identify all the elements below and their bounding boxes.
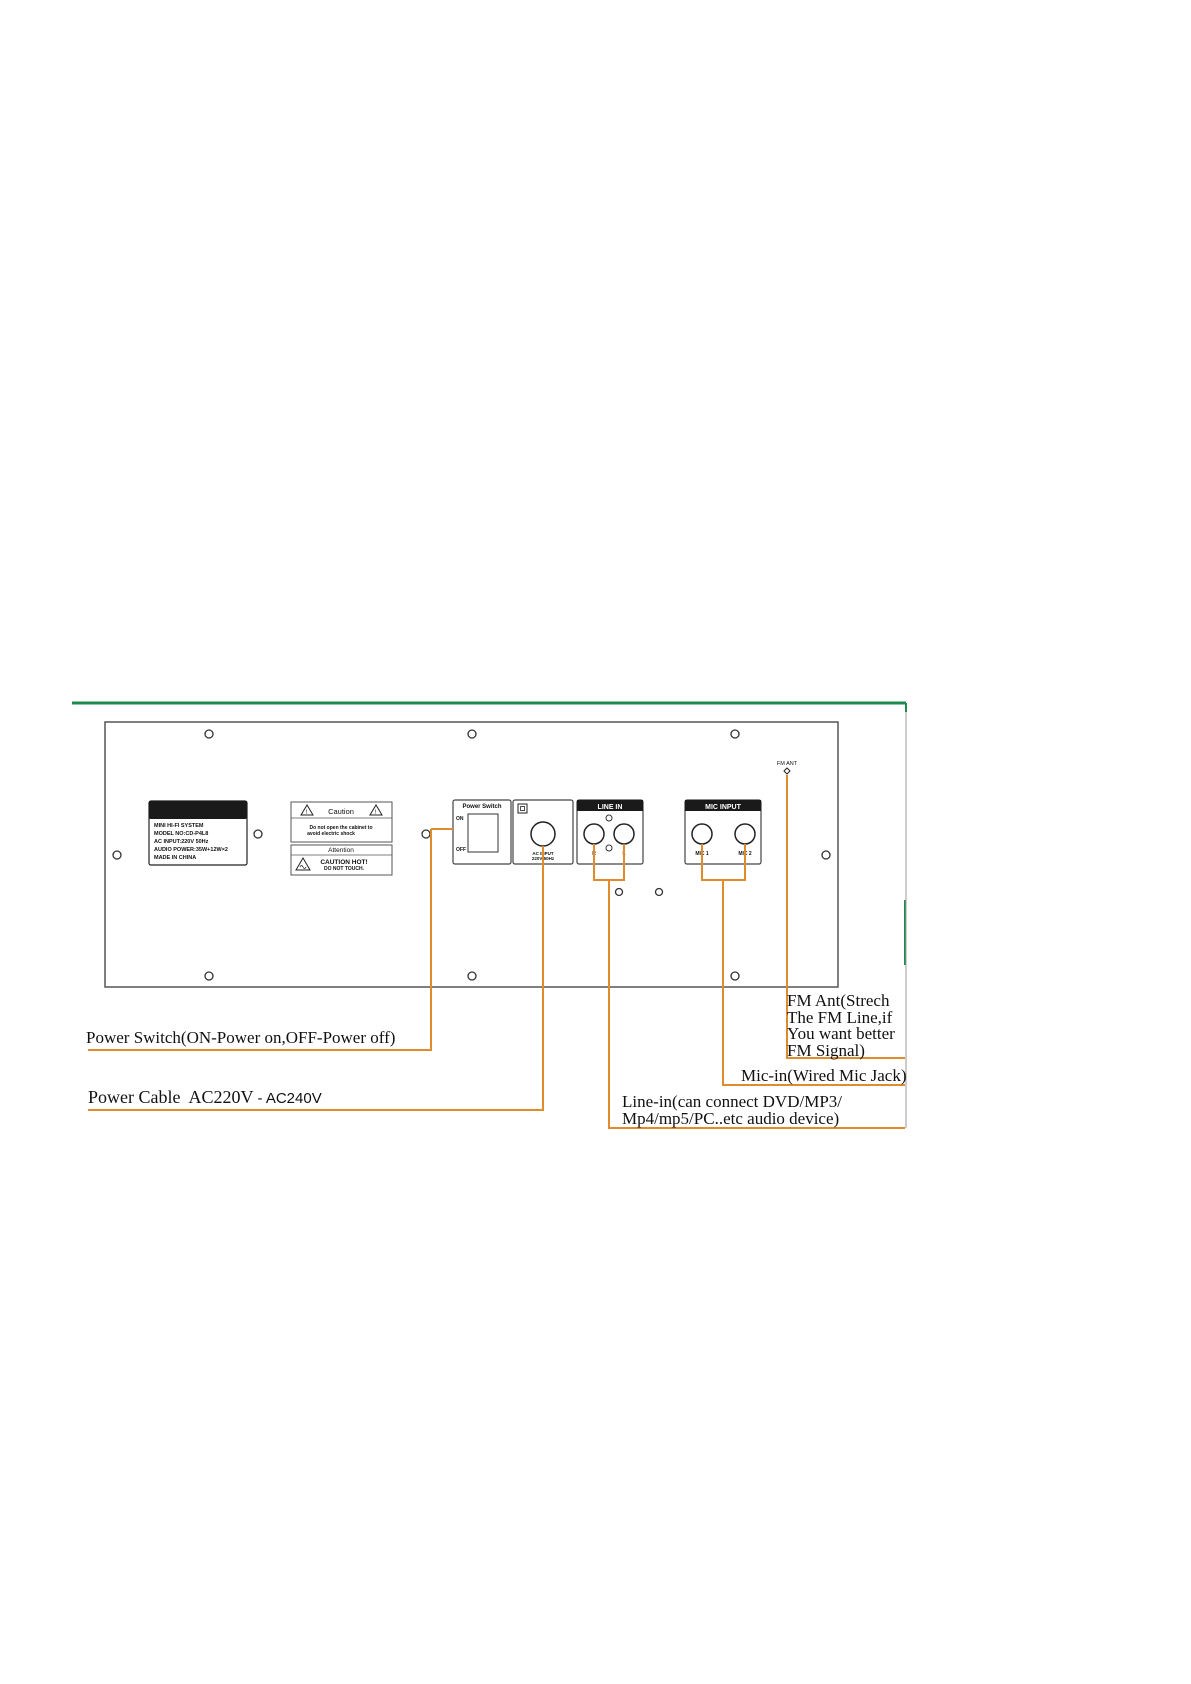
screw-hole [731, 972, 739, 980]
switch-on-label: ON [456, 816, 464, 822]
caution-card [291, 802, 392, 875]
fm-ant-callout-2: The FM Line,if [787, 1008, 893, 1027]
mic-input-block [685, 800, 761, 864]
ac-input-socket[interactable] [531, 822, 555, 846]
hot-title: CAUTION HOT! [320, 859, 368, 866]
screw-hole [656, 889, 663, 896]
caution-title: Caution [328, 807, 354, 816]
screw-hole [606, 815, 612, 821]
fm-ant-callout-3: You want better [787, 1024, 895, 1043]
power-switch-rocker[interactable] [468, 814, 498, 852]
screw-hole [113, 851, 121, 859]
line-in-r-label: R [592, 851, 596, 857]
ac-input-rating: 220V 50Hz [531, 856, 555, 861]
mic-in-callout: Mic-in(Wired Mic Jack) [741, 1066, 907, 1085]
attention-title: Attention [328, 847, 354, 854]
power-switch-block [453, 800, 511, 864]
line-in-callout-2: Mp4/mp5/PC..etc audio device) [622, 1109, 840, 1128]
svg-text:!: ! [305, 810, 308, 816]
mic-input-title: MIC INPUT [705, 804, 741, 811]
screw-hole [468, 730, 476, 738]
power-switch-title: Power Switch [462, 804, 502, 810]
svg-text:!: ! [374, 810, 377, 816]
fm-antenna-icon [784, 768, 790, 774]
power-cable-callout [88, 1087, 322, 1107]
screw-hole [606, 845, 612, 851]
fm-ant-callout-1: FM Ant(Strech [787, 991, 890, 1010]
label-line: AC INPUT:220V 50Hz [154, 839, 209, 845]
line-in-l-label: L [622, 851, 626, 857]
screw-hole [422, 830, 430, 838]
fm-antenna-terminal [777, 761, 798, 774]
product-label-card [149, 801, 247, 865]
caution-line: Do not open the cabinet to [309, 825, 373, 831]
fm-ant-panel-label: FM ANT [776, 761, 798, 767]
mic1-jack[interactable] [692, 824, 712, 844]
screw-hole [205, 972, 213, 980]
label-line: MINI HI-FI SYSTEM [154, 823, 204, 829]
screw-hole [254, 830, 262, 838]
label-line: MADE IN CHINA [154, 855, 197, 861]
fm-ant-callout-4: FM Signal) [787, 1041, 865, 1060]
hot-sub: DO NOT TOUCH. [324, 866, 364, 872]
label-line: AUDIO POWER:35W+12W×2 [154, 847, 228, 853]
label-line: MODEL NO:CD-P4L8 [154, 831, 209, 837]
screw-hole [205, 730, 213, 738]
mic1-label: MIC 1 [695, 851, 709, 857]
switch-off-label: OFF [456, 847, 466, 853]
screw-hole [616, 889, 623, 896]
line-in-r-jack[interactable] [584, 824, 604, 844]
ac-input-label: AC INPUT [532, 851, 554, 856]
line-in-block [577, 800, 643, 864]
screw-hole [468, 972, 476, 980]
mic2-label: MIC 2 [738, 851, 752, 857]
power-switch-callout: Power Switch(ON-Power on,OFF-Power off) [86, 1028, 396, 1047]
power-cable-callout-serif: Power Cable AC220V [88, 1087, 254, 1107]
screw-hole [822, 851, 830, 859]
line-in-title: LINE IN [597, 804, 623, 811]
caution-line: avoid electric shock [307, 831, 355, 837]
screw-hole [731, 730, 739, 738]
mic2-jack[interactable] [735, 824, 755, 844]
line-in-l-jack[interactable] [614, 824, 634, 844]
power-cable-callout-sans: - AC240V [257, 1090, 322, 1107]
line-in-callout-1: Line-in(can connect DVD/MP3/ [622, 1092, 842, 1111]
